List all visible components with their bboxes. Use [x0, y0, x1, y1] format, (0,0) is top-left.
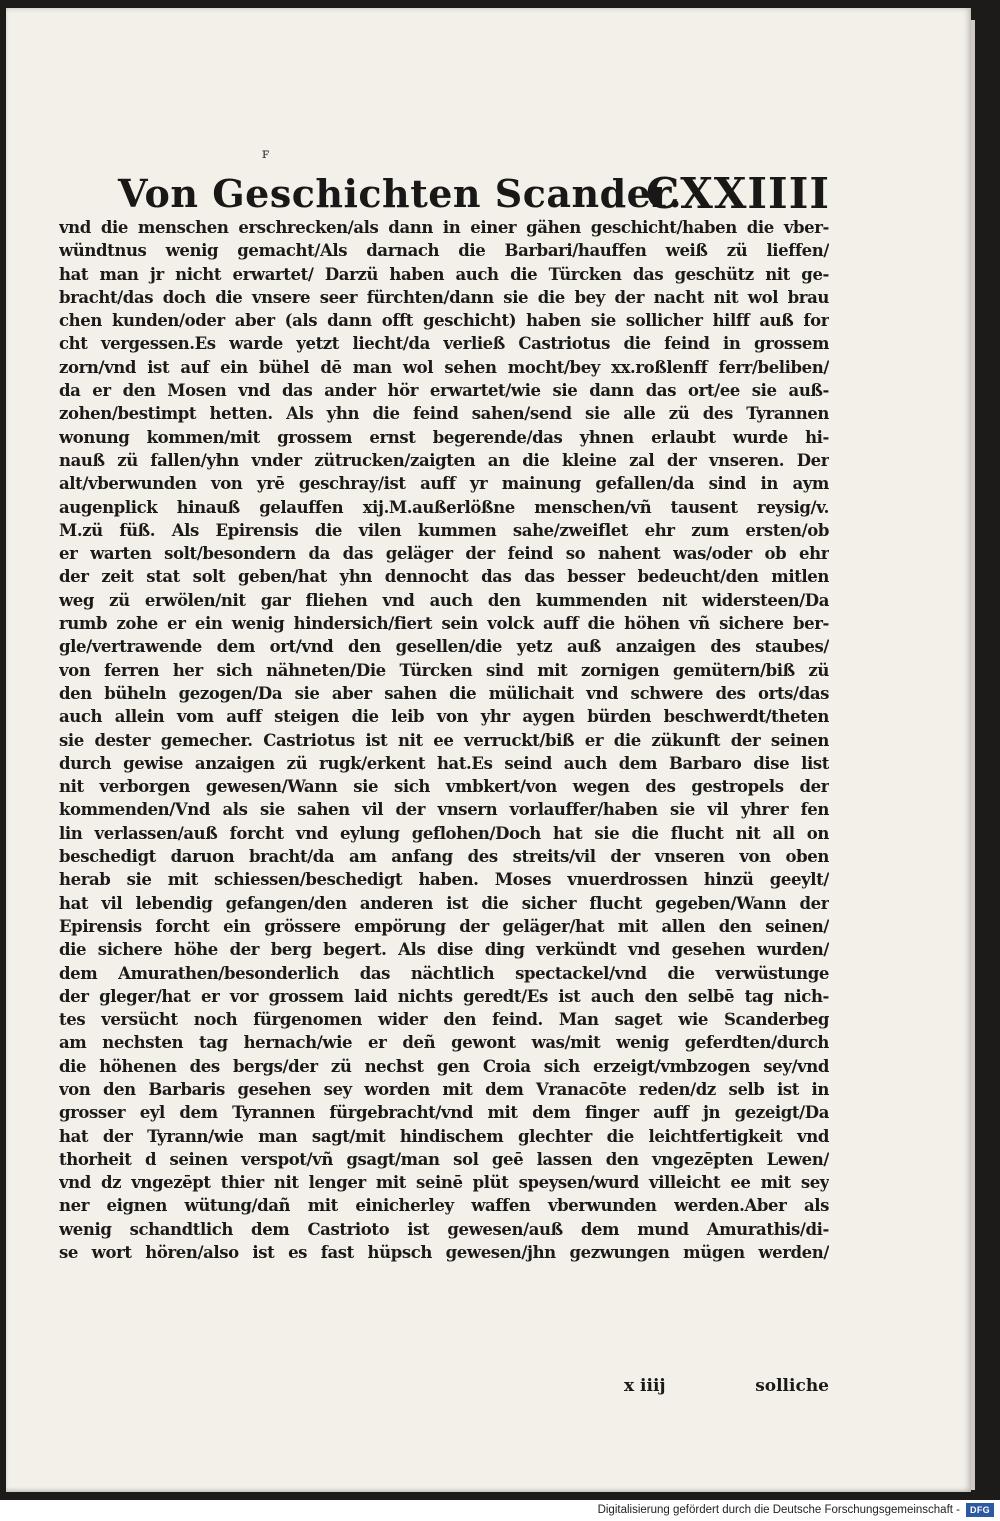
folio-number: CXXIIII [645, 169, 830, 218]
text-line: sie dester gemecher. Castriotus ist nit ee verruckt/biß er die zükunft der seinen [59, 730, 829, 750]
text-line: am nechsten tag hernach/wie er deñ gewont was/mit wenig geferdten/durch [59, 1033, 829, 1053]
text-line: Epirensis forcht ein grössere empörung der geläger/hat mit allen den seinen/ [59, 916, 829, 936]
text-line: hat man jr nicht erwartet/ Darzü haben auch die Türcken das geschütz nit ge- [59, 264, 829, 284]
text-line: dem Amurathen/besonderlich das nächtlich spectackel/vnd die verwüstunge [59, 963, 829, 983]
text-line: gle/vertrawende dem ort/vnd den gesellen/die yetz auß anzaigen des staubes/ [59, 637, 829, 657]
text-line: rumb zohe er ein wenig hindersich/fiert sein volck auff die höhen vñ sichere ber- [59, 614, 829, 634]
credit-bar [0, 1500, 1000, 1521]
text-line: hat der Tyrann/wie man sagt/mit hindischem glechter die leichtfertigkeit vnd [59, 1126, 829, 1146]
text-line: weg zü erwölen/nit gar fliehen vnd auch den kummenden nit widersteen/Da [59, 590, 829, 610]
text-line: chen kunden/oder aber (als dann offt geschicht) haben sie sollicher hilff auß for [59, 311, 829, 331]
text-line: se wort hören/also ist es fast hüpsch gewesen/jhn gezwungen mügen werden/ [59, 1243, 829, 1263]
stray-mark: ꜰ [262, 146, 270, 162]
text-line: cht vergessen.Es warde yetzt liecht/da verließ Castriotus die feind in grossem [59, 334, 829, 354]
text-line: von ferren her sich nähneten/Die Türcken sind mit zornigen gemütern/biß zü [59, 660, 829, 680]
signature-mark: x iiij [624, 1376, 666, 1396]
text-line: der gleger/hat er vor grossem laid nichts geredt/Es ist auch den selbē tag nich- [59, 986, 829, 1006]
running-title: Von Geschichten Scander. [118, 171, 683, 216]
running-head [118, 168, 830, 220]
text-line: der zeit stat solt geben/hat yhn dennocht das das besser bedeucht/den mitlen [59, 567, 829, 587]
text-line: M.zü füß. Als Epirensis die vilen kummen sahe/zweiflet ehr zum ersten/ob [59, 520, 829, 540]
text-line: zohen/bestimpt hetten. Als yhn die feind sahen/send sie alle zü des Tyrannen [59, 404, 829, 424]
credit-text: Digitalisierung gefördert durch die Deutsche Forschungsgemeinschaft - [597, 1504, 960, 1516]
text-line: auch allein vom auff steigen die leib von yhr aygen bürden beschwerdt/theten [59, 707, 829, 727]
text-line: durch gewise anzaigen zü rugk/erkent hat.Es seind auch dem Barbaro dise list [59, 753, 829, 773]
text-line: zorn/vnd ist auf ein bühel dē man wol sehen mocht/bey xx.roßlenff ferr/beliben/ [59, 357, 829, 377]
page-edge [971, 20, 975, 1490]
text-line: die höhenen des bergs/der zü nechst gen Croia sich erzeigt/vmbzogen sey/vnd [59, 1056, 829, 1076]
text-line: nit verborgen gewesen/Wann sie sich vmbkert/von wegen des gestropels der [59, 777, 829, 797]
text-line: ner eignen wütung/dañ mit einicherley waffen vberwunden werden.Aber als [59, 1196, 829, 1216]
text-line: thorheit d seinen verspot/vñ gsagt/man sol geē lassen den vngezēpten Lewen/ [59, 1149, 829, 1169]
dfg-logo: DFG [966, 1503, 994, 1517]
text-line: die sichere höhe der berg begert. Als dise ding verkündt vnd gesehen wurden/ [59, 940, 829, 960]
text-line: nauß zü fallen/yhn vnder zütrucken/zaigten an die kleine zal der vnseren. Der [59, 450, 829, 470]
text-line: kommenden/Vnd als sie sahen vil der vnsern vorlauffer/haben sie vil yhrer fen [59, 800, 829, 820]
text-line: vnd dz vngezēpt thier nit lenger mit seinē plüt speysen/wurd villeicht ee mit sey [59, 1173, 829, 1193]
text-line: er warten solt/besondern da das geläger der feind so nahent was/oder ob ehr [59, 544, 829, 564]
text-line: herab sie mit schiessen/beschedigt haben. Moses vnuerdrossen hinzü geeylt/ [59, 870, 829, 890]
text-line: hat vil lebendig gefangen/den anderen ist die sicher flucht gegeben/Wann der [59, 893, 829, 913]
catchword: solliche [755, 1376, 829, 1396]
body-text [59, 216, 829, 1264]
page-footer [59, 1374, 829, 1398]
text-line: alt/vberwunden von yrē geschray/ist auff yr mainung gefallen/da sind in aym [59, 474, 829, 494]
text-line: wündtnus wenig gemacht/Als darnach die Barbari/hauffen weiß zü lieffen/ [59, 241, 829, 261]
text-line: beschedigt daruon bracht/da am anfang des streits/vil der vnseren von oben [59, 847, 829, 867]
text-line: tes versücht noch fürgenomen wider den feind. Man saget wie Scanderbeg [59, 1010, 829, 1030]
text-line: wenig schandtlich dem Castrioto ist gewesen/auß dem mund Amurathis/di- [59, 1219, 829, 1239]
text-line: wonung kommen/mit grossem ernst begerende/das yhnen erlaubt wurde hi- [59, 427, 829, 447]
text-line: vnd die menschen erschrecken/als dann in einer gähen geschicht/haben die vber- [59, 218, 829, 237]
text-line: von den Barbaris gesehen sey worden mit dem Vranacōte reden/dz selb ist in [59, 1079, 829, 1099]
text-line: lin verlassen/auß forcht vnd eylung geflohen/Doch hat sie die flucht nit all on [59, 823, 829, 843]
text-line: den büheln gezogen/Da sie aber sahen die mülichait vnd schwere des orts/das [59, 683, 829, 703]
text-line: augenplick hinauß gelauffen xij.M.außerlößne menschen/vñ tausent reysig/v. [59, 497, 829, 517]
text-line: da er den Mosen vnd das ander hör erwartet/wie sie dann das ort/ee sie auß- [59, 381, 829, 401]
text-line: grosser eyl dem Tyrannen fürgebracht/vnd mit dem finger auff jn gezeigt/Da [59, 1103, 829, 1123]
text-line: bracht/das doch die vnsere seer fürchten/dann sie die bey der nacht nit wol brau [59, 287, 829, 307]
